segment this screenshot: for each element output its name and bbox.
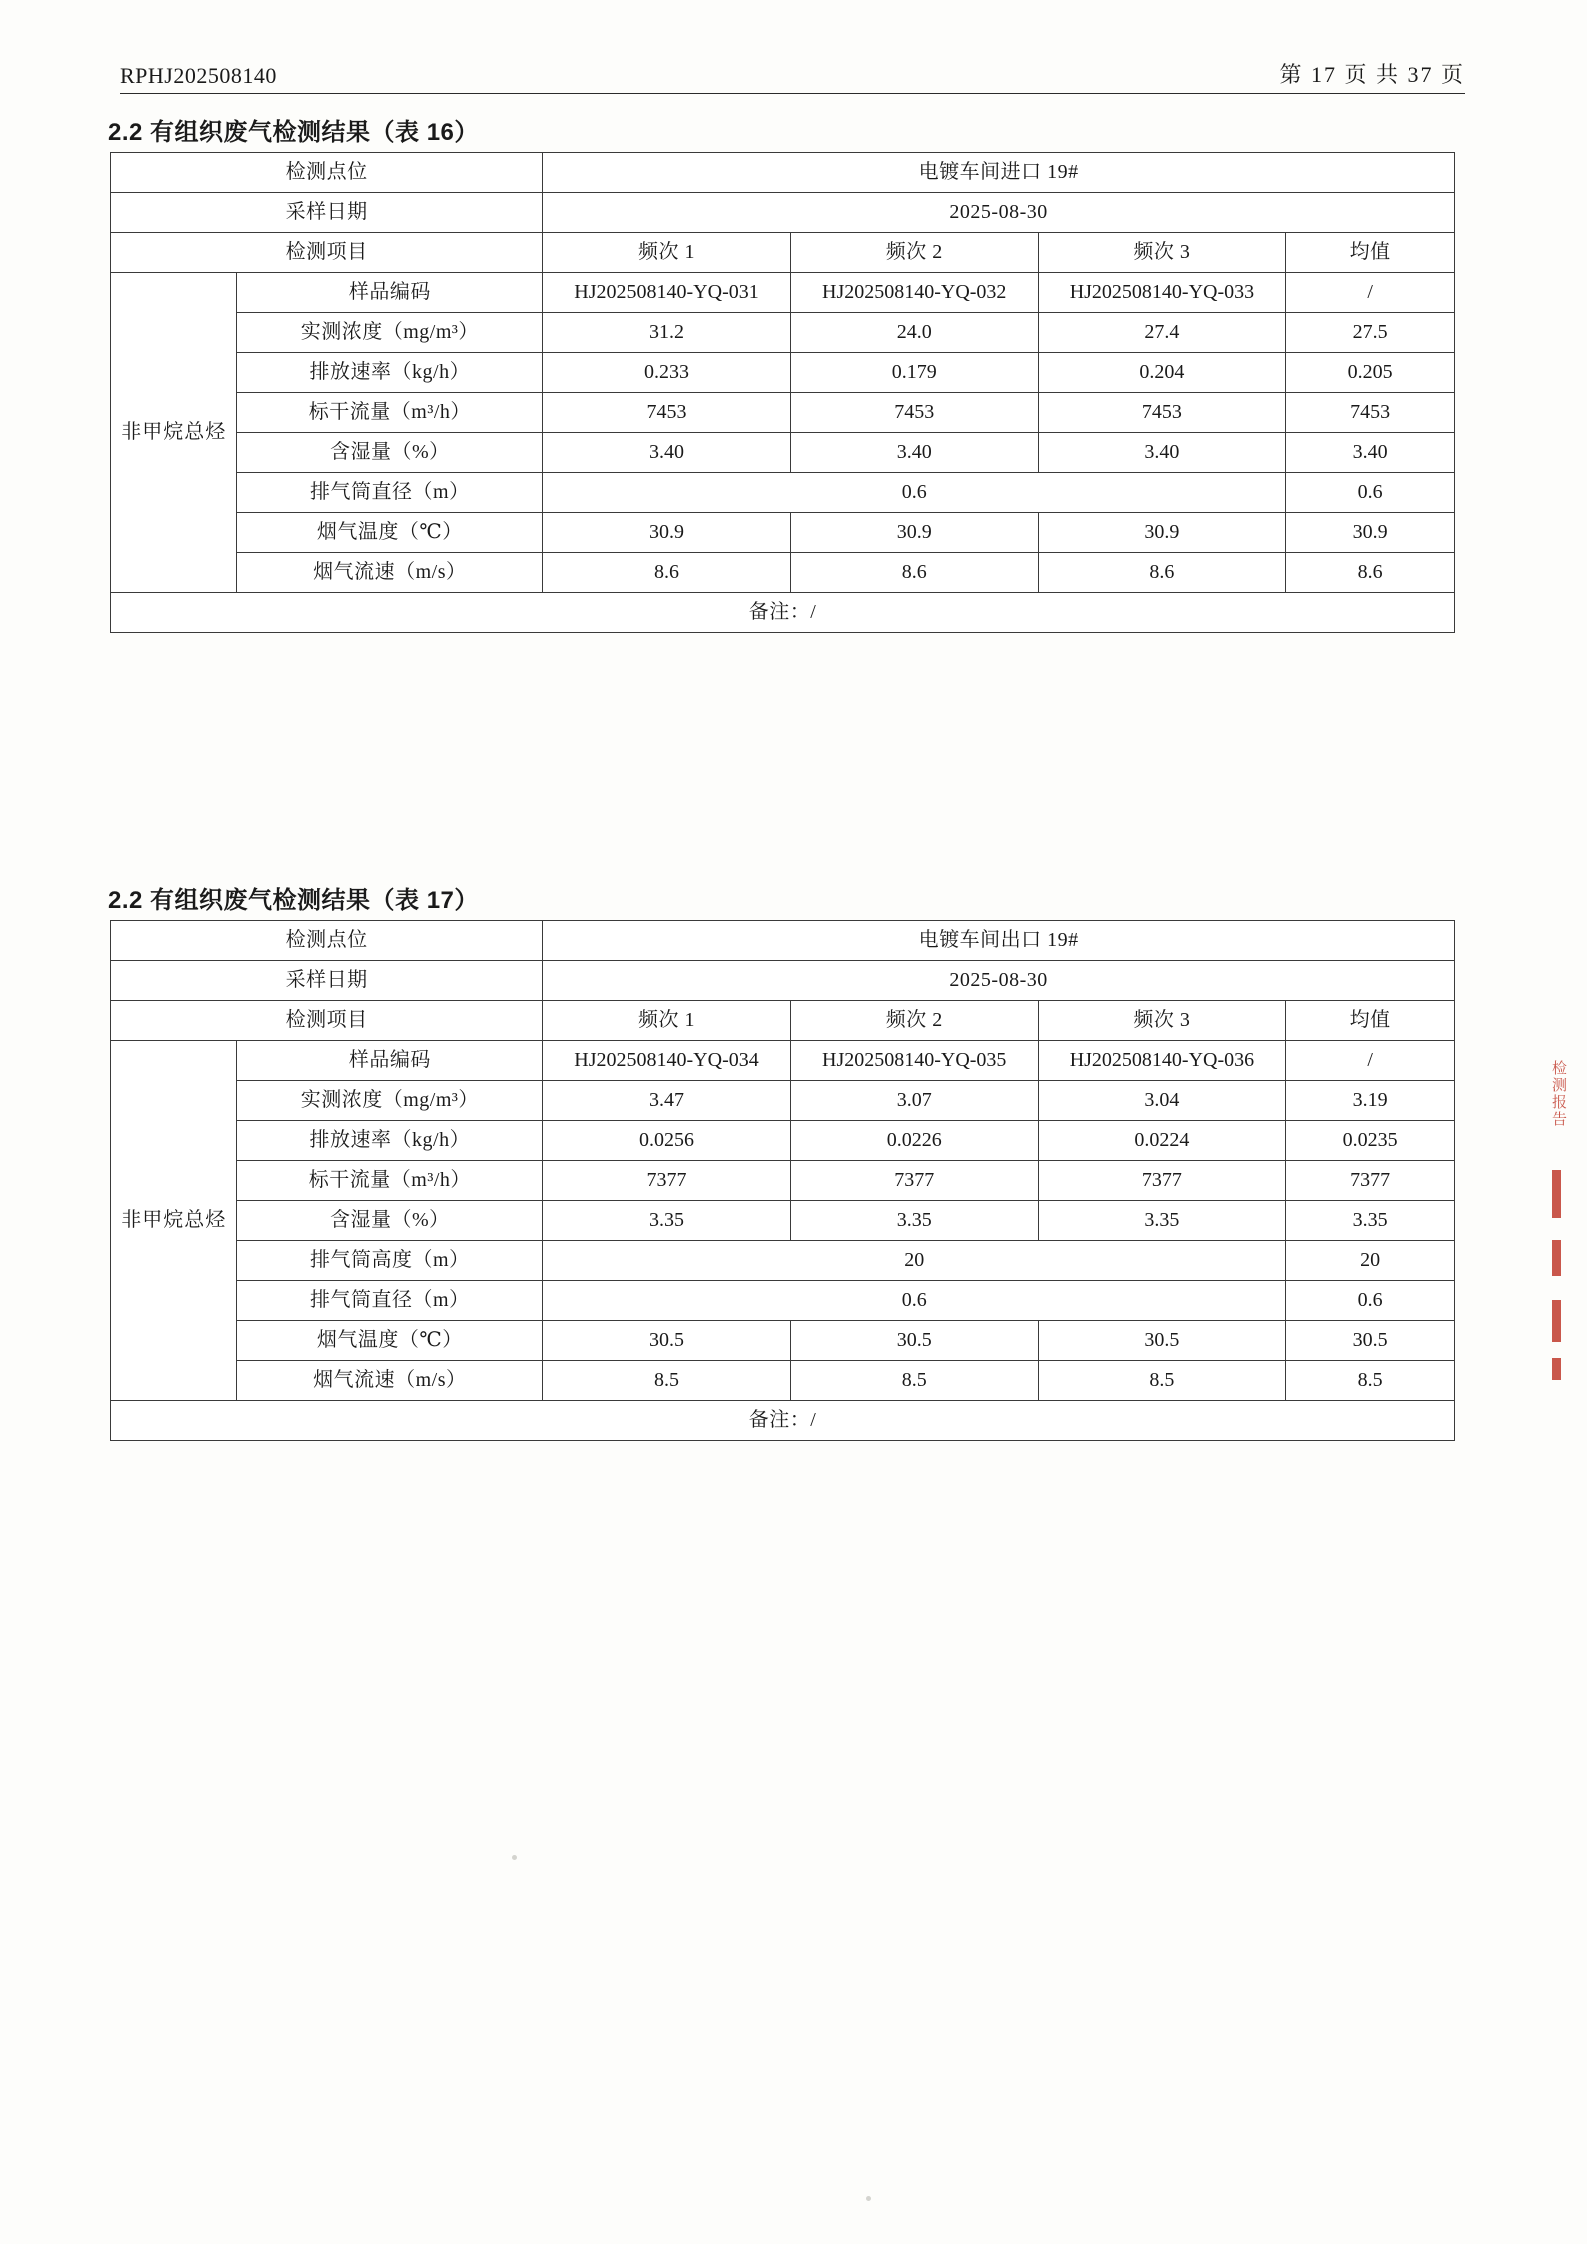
parameter-label: 标干流量（m³/h） xyxy=(237,393,543,433)
value-freq3: 0.0224 xyxy=(1038,1121,1286,1161)
value-freq2: HJ202508140-YQ-035 xyxy=(790,1041,1038,1081)
value-freq3: 3.35 xyxy=(1038,1201,1286,1241)
value-freq1: 8.6 xyxy=(543,553,791,593)
value-freq2: 0.0226 xyxy=(790,1121,1038,1161)
date-value: 2025-08-30 xyxy=(543,961,1455,1001)
date-label: 采样日期 xyxy=(111,193,543,233)
value-freq1: 3.47 xyxy=(543,1081,791,1121)
value-freq1: HJ202508140-YQ-031 xyxy=(543,273,791,313)
table-row xyxy=(111,593,1455,633)
value-mean: 30.5 xyxy=(1286,1321,1455,1361)
value-freq3: HJ202508140-YQ-036 xyxy=(1038,1041,1286,1081)
report-number: RPHJ202508140 xyxy=(120,63,277,88)
item-label: 检测项目 xyxy=(111,233,543,273)
point-value: 电镀车间出口 19# xyxy=(543,921,1455,961)
value-freq3: 30.5 xyxy=(1038,1321,1286,1361)
value-freq3: HJ202508140-YQ-033 xyxy=(1038,273,1286,313)
value-freq3: 30.9 xyxy=(1038,513,1286,553)
table-row xyxy=(111,1041,1455,1081)
parameter-label: 排气筒高度（m） xyxy=(237,1241,543,1281)
freq2-header: 频次 2 xyxy=(790,1001,1038,1041)
analyte-group-label: 非甲烷总烃 xyxy=(111,1041,237,1401)
value-freq3: 0.204 xyxy=(1038,353,1286,393)
result-table-17 xyxy=(110,920,1455,1441)
value-freq3: 3.04 xyxy=(1038,1081,1286,1121)
scan-speck-1 xyxy=(512,1855,517,1860)
value-mean: / xyxy=(1286,1041,1455,1081)
point-value: 电镀车间进口 19# xyxy=(543,153,1455,193)
value-freq2: 30.9 xyxy=(790,513,1038,553)
point-label: 检测点位 xyxy=(111,921,543,961)
value-mean: 0.0235 xyxy=(1286,1121,1455,1161)
value-mean: 8.6 xyxy=(1286,553,1455,593)
value-mean: 3.40 xyxy=(1286,433,1455,473)
value-freq1: 30.9 xyxy=(543,513,791,553)
freq2-header: 频次 2 xyxy=(790,233,1038,273)
scan-edge-mark-text: 检测报告 xyxy=(1550,1060,1567,1128)
value-freq3: 8.6 xyxy=(1038,553,1286,593)
value-freq1: 0.233 xyxy=(543,353,791,393)
value-mean: 27.5 xyxy=(1286,313,1455,353)
parameter-label: 烟气流速（m/s） xyxy=(237,1361,543,1401)
scan-edge-bar-4 xyxy=(1552,1358,1561,1380)
value-mean: 7377 xyxy=(1286,1161,1455,1201)
table-row xyxy=(111,961,1455,1001)
table17-body xyxy=(111,921,1455,1441)
table-row xyxy=(111,1081,1455,1121)
section-title-table16: 2.2 有组织废气检测结果（表 16） xyxy=(108,119,479,146)
section-title-table17: 2.2 有组织废气检测结果（表 17） xyxy=(108,887,479,914)
table-row xyxy=(111,1281,1455,1321)
value-mean: 0.6 xyxy=(1286,473,1455,513)
parameter-label: 样品编码 xyxy=(237,273,543,313)
parameter-label: 排放速率（kg/h） xyxy=(237,1121,543,1161)
scan-edge-bar-1 xyxy=(1552,1170,1561,1218)
parameter-label: 样品编码 xyxy=(237,1041,543,1081)
date-label: 采样日期 xyxy=(111,961,543,1001)
parameter-label: 烟气温度（℃） xyxy=(237,1321,543,1361)
mean-header: 均值 xyxy=(1286,233,1455,273)
table-header-row xyxy=(111,233,1455,273)
remark-cell: 备注：/ xyxy=(111,593,1455,633)
value-mean: 3.19 xyxy=(1286,1081,1455,1121)
value-mean: 7453 xyxy=(1286,393,1455,433)
table-row xyxy=(111,473,1455,513)
value-freq2: 24.0 xyxy=(790,313,1038,353)
value-merged: 0.6 xyxy=(543,1281,1286,1321)
table-row xyxy=(111,1161,1455,1201)
value-freq3: 27.4 xyxy=(1038,313,1286,353)
value-freq1: 7377 xyxy=(543,1161,791,1201)
table-row xyxy=(111,513,1455,553)
freq3-header: 频次 3 xyxy=(1038,1001,1286,1041)
value-mean: 0.205 xyxy=(1286,353,1455,393)
value-freq2: HJ202508140-YQ-032 xyxy=(790,273,1038,313)
table-header-row xyxy=(111,1001,1455,1041)
table-row xyxy=(111,313,1455,353)
value-mean: 30.9 xyxy=(1286,513,1455,553)
date-value: 2025-08-30 xyxy=(543,193,1455,233)
item-label: 检测项目 xyxy=(111,1001,543,1041)
table-row xyxy=(111,1201,1455,1241)
table-row xyxy=(111,921,1455,961)
scan-edge-bar-2 xyxy=(1552,1240,1561,1276)
value-mean: 0.6 xyxy=(1286,1281,1455,1321)
table-row xyxy=(111,353,1455,393)
value-freq2: 30.5 xyxy=(790,1321,1038,1361)
value-freq3: 7377 xyxy=(1038,1161,1286,1201)
value-freq2: 7453 xyxy=(790,393,1038,433)
value-freq1: 8.5 xyxy=(543,1361,791,1401)
table-row xyxy=(111,1321,1455,1361)
value-freq1: 31.2 xyxy=(543,313,791,353)
table-row xyxy=(111,553,1455,593)
freq1-header: 频次 1 xyxy=(543,233,791,273)
value-freq1: 7453 xyxy=(543,393,791,433)
scan-edge-bar-3 xyxy=(1552,1300,1561,1342)
point-label: 检测点位 xyxy=(111,153,543,193)
freq3-header: 频次 3 xyxy=(1038,233,1286,273)
parameter-label: 排气筒直径（m） xyxy=(237,1281,543,1321)
value-freq3: 7453 xyxy=(1038,393,1286,433)
table-row xyxy=(111,1121,1455,1161)
parameter-label: 标干流量（m³/h） xyxy=(237,1161,543,1201)
value-freq1: 3.35 xyxy=(543,1201,791,1241)
table-row xyxy=(111,1401,1455,1441)
parameter-label: 排气筒直径（m） xyxy=(237,473,543,513)
value-freq2: 8.5 xyxy=(790,1361,1038,1401)
parameter-label: 含湿量（%） xyxy=(237,433,543,473)
table-row xyxy=(111,1361,1455,1401)
parameter-label: 实测浓度（mg/m³） xyxy=(237,1081,543,1121)
table-row xyxy=(111,433,1455,473)
value-freq2: 3.07 xyxy=(790,1081,1038,1121)
value-freq3: 3.40 xyxy=(1038,433,1286,473)
page-header xyxy=(120,58,1465,94)
table-row xyxy=(111,1241,1455,1281)
parameter-label: 排放速率（kg/h） xyxy=(237,353,543,393)
parameter-label: 含湿量（%） xyxy=(237,1201,543,1241)
parameter-label: 实测浓度（mg/m³） xyxy=(237,313,543,353)
value-freq2: 3.35 xyxy=(790,1201,1038,1241)
value-mean: 20 xyxy=(1286,1241,1455,1281)
table-row xyxy=(111,193,1455,233)
value-freq1: 3.40 xyxy=(543,433,791,473)
value-mean: 3.35 xyxy=(1286,1201,1455,1241)
value-merged: 20 xyxy=(543,1241,1286,1281)
table16-body xyxy=(111,153,1455,633)
value-freq2: 3.40 xyxy=(790,433,1038,473)
value-freq1: 0.0256 xyxy=(543,1121,791,1161)
scan-speck-2 xyxy=(866,2196,871,2201)
remark-cell: 备注：/ xyxy=(111,1401,1455,1441)
analyte-group-label: 非甲烷总烃 xyxy=(111,273,237,593)
value-freq2: 8.6 xyxy=(790,553,1038,593)
parameter-label: 烟气温度（℃） xyxy=(237,513,543,553)
table-row xyxy=(111,273,1455,313)
value-freq1: HJ202508140-YQ-034 xyxy=(543,1041,791,1081)
table-row xyxy=(111,393,1455,433)
page-number: 第 17 页 共 37 页 xyxy=(1279,62,1465,87)
value-freq2: 0.179 xyxy=(790,353,1038,393)
value-freq1: 30.5 xyxy=(543,1321,791,1361)
table-row xyxy=(111,153,1455,193)
parameter-label: 烟气流速（m/s） xyxy=(237,553,543,593)
result-table-16 xyxy=(110,152,1455,633)
mean-header: 均值 xyxy=(1286,1001,1455,1041)
freq1-header: 频次 1 xyxy=(543,1001,791,1041)
value-merged: 0.6 xyxy=(543,473,1286,513)
value-mean: 8.5 xyxy=(1286,1361,1455,1401)
value-freq2: 7377 xyxy=(790,1161,1038,1201)
value-freq3: 8.5 xyxy=(1038,1361,1286,1401)
value-mean: / xyxy=(1286,273,1455,313)
